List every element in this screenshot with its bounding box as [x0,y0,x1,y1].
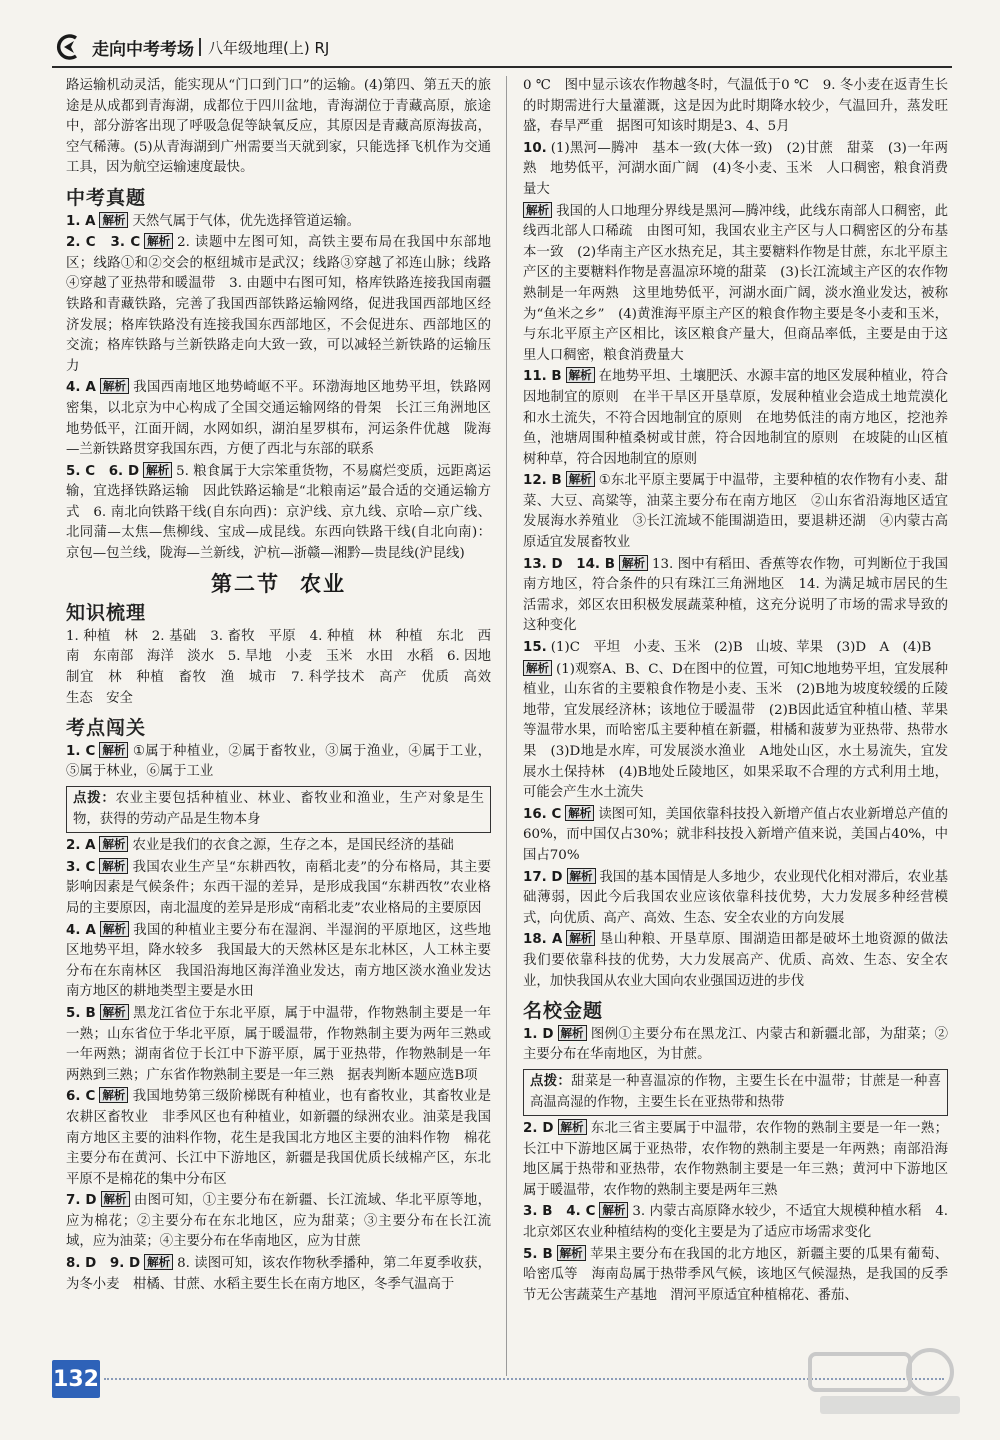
answer-item [523,638,948,659]
tip-label: 点拨： [530,1073,572,1089]
answer-number: 6. C [66,1089,96,1105]
answer-item [66,1254,491,1295]
answer-number: 1. D [523,1026,554,1042]
answer-item [523,1119,948,1201]
answer-text: (1)观察A、B、C、D在图中的位置，可知C地地势平坦，宜发展种植业，山东省的主要粮食作物是小麦、玉米 (2)B地为坡度较缓的丘陵地带，宜发展经济林；该地位于暖温带 (2)B因此适宜种植山楂、苹果等温带水果，而哈密瓜主要种植在新疆，柑橘和菠萝为亚热带、热带水果 (3)D地是水库，可发展淡水渔业 A地处山区，水土易流失，宜发展水土保持林 (4)B地处丘陵地区，如果采取不合理的方式利用土地，可能会产生水土流失 [523,661,948,801]
tip-box [523,1069,948,1116]
watermark-logo-icon [800,1342,980,1422]
analysis-tag: 解析 [558,1119,587,1135]
answer-text: 在地势平坦、土壤肥沃、水源丰富的地区发展种植业，符合因地制宜的原则 在半干旱区开垦草原，发展种植业会造成土地荒漠化和水土流失，不符合因地制宜的原则 在地势低洼的南方地区，挖池养鱼，池塘周围种植桑树或甘蔗，符合因地制宜的原则 在坡陡的山区植树种草，符合因地制宜的原则 [523,369,948,467]
answer-item [523,1202,948,1243]
column-divider [506,76,507,1376]
tip-box [66,786,491,833]
answer-text: 我国的基本国情是人多地少，农业现代化相对滞后，农业基础薄弱，因此今后我国农业应该依靠科技优势，大力发展多种经营模式，向优质、高产、高效、生态、安全农业的方向发展 [523,869,949,926]
answer-item [523,555,948,637]
kaodian-answer-list [66,836,505,1295]
analysis-tag: 解析 [566,471,595,487]
analysis-tag: 解析 [99,1087,128,1103]
analysis-tag: 解析 [557,1245,586,1261]
chapter-number: 第二节 [211,571,280,596]
analysis-tag: 解析 [565,805,594,821]
answer-number: 3. B 4. C [523,1204,596,1220]
tip-text: 农业主要包括种植业、林业、畜牧业和渔业，生产对象是生物，获得的劳动产品是生物本身 [73,791,485,827]
answer-text: (1)C 平坦 小麦、玉米 (2)B 山坡、苹果 (3)D A (4)B [550,640,932,656]
analysis-tag: 解析 [566,367,595,383]
answer-text: 东北三省主要属于中温带，农作物的熟制主要是一年一熟；长江中下游地区属于亚热带，农作物的熟制主要是一年两熟；南部沿海地区属于热带和亚热带，农作物熟制主要是一年三熟；黄河中下游地区属于暖温带，农作物的熟制主要是两年三熟 [523,1121,948,1198]
answer-number: 11. B [523,369,562,385]
analysis-tag: 解析 [523,202,552,218]
answer-item [523,367,948,470]
answer-number: 5. B [523,1246,553,1262]
analysis-tag: 解析 [567,868,596,884]
answer-text: 由图可知，①主要分布在新疆、长江流域、华北平原等地，应为棉花；②主要分布在东北地区，应为甜菜；③主要分布在长江流域，应为油菜；④主要分布在华南地区，应为甘蔗 [66,1193,491,1250]
analysis-tag: 解析 [144,1254,173,1270]
right-column [523,76,962,1307]
analysis-tag: 解析 [619,555,648,571]
answer-item [66,836,491,857]
page-header [52,30,952,64]
answer-item [66,233,491,377]
answer-number: 7. D [66,1193,97,1209]
answer-text: (1)黑河—腾冲 基本一致(大体一致) (2)甘蔗 甜菜 (3)一年两熟 地势低平，河湖水面广阔 (4)冬小麦、玉米 人口稠密，粮食消费量大 [523,140,948,197]
analysis-tag: 解析 [143,462,172,478]
answer-item [66,921,505,1003]
answer-text: ①属于种植业，②属于畜牧业，③属于渔业，④属于工业，⑤属于林业，⑥属于工业 [66,743,491,780]
left-intro: 路运输机动灵活，能实现从“门口到门口”的运输。(4)第四、第五天的旅途是从成都到青海湖，成都位于四川盆地，青海湖位于青藏高原，旅途中，部分游客出现了呼吸急促等缺氧反应，其原因是青藏高原海拔高，空气稀薄。(5)从青海湖到广州需要当天就到家，只能选择飞机作为交通工具，因为航空运输速度最快。 [66,78,491,176]
answer-explanation [523,202,948,367]
answer-item [66,378,491,460]
answer-number: 2. D [523,1121,554,1137]
answer-text: 垦山种粮、开垦草原、围湖造田都是破坏土地资源的做法 我们要依靠科技的优势，大力发展高产、优质、高效、生态、安全农业，加快我国从农业大国向农业强国迈进的步伐 [523,932,962,989]
book-title: 走向中考考场 [92,39,194,60]
answer-text: 2. 读题中左图可知，高铁主要布局在我国中东部地区；线路①和②交会的枢纽城市是武汉；线路③穿越了祁连山脉；线路④穿越了亚热带和暖温带 3. 由题中右图可知，格库铁路连接我国南疆铁路和青藏铁路，完善了我国西部铁路运输网络，促进我国西部地区经济发展；格库铁路没有连接我国东西部地区，不会促进东、西部地区的交流；格库铁路与兰新铁路走向大致一致，可以减轻兰新铁路的运输压力 [66,235,491,374]
answer-text: 苹果主要分布在我国的北方地区，新疆主要的瓜果有葡萄、哈密瓜等 海南岛属于热带季风气候，该地区气候湿热，是我国的反季节无公害蔬菜生产基地 渭河平原适宜种植棉花、番茄、 [523,1246,948,1303]
answer-text: 8. 读图可知，该农作物秋季播种，第二年夏季收获，为冬小麦 柑橘、甘蔗、水稻主要生长在南方地区，冬季气温高于 [66,1256,491,1292]
answer-number: 5. B [66,1005,96,1021]
answer-item [66,1087,491,1190]
analysis-tag: 解析 [99,858,128,874]
book-subtitle: 八年级地理(上) RJ [208,38,330,57]
section-title-kaodian: 考点闯关 [66,717,147,740]
answer-list-c [523,805,962,992]
section-title-mingxiao: 名校金题 [523,1000,604,1023]
answer-text: 13. 图中有稻田、香蕉等农作物，可判断位于我国南方地区，符合条件的只有珠江三角洲地区 14. 为满足城市居民的生活需求，郊区农田积极发展蔬菜种植，这充分说明了市场的需求导致的这种变化 [523,556,948,634]
answer-item [66,212,491,233]
chapter-title [66,571,491,596]
analysis-tag: 解析 [100,378,129,394]
right-intro: 0 ℃ 图中显示该农作物越冬时，气温低于0 ℃ 9. 冬小麦在返青生长的时期需进行大量灌溉，这是因为此时期降水较少，气温回升，蒸发旺盛，春旱严重 据图可知该时期是3、4、5月 [523,78,948,135]
answer-number: 1. A [66,213,96,229]
answer-number: 15. [523,640,547,656]
answer-item [523,139,948,201]
answer-text: 农业是我们的衣食之源，生存之本，是国民经济的基础 [132,838,454,854]
answer-number: 4. A [66,922,96,938]
header-rule [52,66,952,68]
answer-text: ①东北平原主要属于中温带，主要种植的农作物有小麦、甜菜、大豆、高粱等，油菜主要分布在南方地区 ②山东省沿海地区适宜发展海水养殖业 ③长江流域不能围湖造田，要退耕还湖 ④内蒙古高原适宜发展畜牧业 [523,473,948,551]
answer-number: 5. C 6. D [66,463,140,479]
answer-item [523,1245,948,1307]
answer-text: 读图可知，美国依靠科技投入新增产值占农业新增总产值的60%，而中国仅占30%；就非科技投入新增产值来说，美国占40%，中国占70% [523,806,949,863]
header-separator [199,38,201,56]
answer-item [66,462,491,565]
answer-item [66,742,491,783]
analysis-tag: 解析 [523,660,552,676]
answer-text: 天然气属于气体，优先选择管道运输。 [132,213,361,229]
answer-number: 4. A [66,380,96,396]
answer-item [523,930,962,992]
answer-number: 18. A [523,932,563,948]
answer-item [523,1025,948,1066]
section-title-zhongkao: 中考真题 [66,186,147,209]
answer-item [66,1191,491,1253]
answer-number: 17. D [523,869,563,885]
analysis-tag: 解析 [558,1025,587,1041]
answer-text: 3. 内蒙古高原降水较少，不适宜大规模种植水稻 4. 北京郊区农业种植结构的变化主要是为了适应市场需求变化 [523,1204,948,1241]
answer-text: 我国农业生产呈“东耕西牧，南稻北麦”的分布格局，其主要影响因素是气候条件；东西干湿的差异，是形成我国“东耕西牧”农业格局的主要原因，南北温度的差异是形成“南稻北麦”农业格局的主要原因 [66,859,491,916]
answer-list-b [523,367,948,658]
tip-text: 甜菜是一种喜温凉的作物，主要生长在中温带；甘蔗是一种喜高温高湿的作物，主要生长在亚热带和热带 [530,1073,942,1110]
analysis-tag: 解析 [599,1202,628,1218]
answer-number: 12. B [523,473,562,489]
answer-item [66,858,491,920]
answer-text: 我国的种植业主要分布在湿润、半湿润的平原地区，这些地区地势平坦，降水较多 我国最大的天然林区是东北林区，人工林主要分布在东南林区 我国沿海地区海洋渔业发达，南方地区淡水渔业发达 南方地区的耕地类型主要是水田 [66,922,505,1000]
analysis-tag: 解析 [100,921,129,937]
section-title-knowledge: 知识梳理 [66,602,147,625]
tip-label: 点拨： [73,791,116,806]
answer-list-a [523,139,948,201]
analysis-tag: 解析 [99,742,128,758]
analysis-tag: 解析 [144,233,173,249]
analysis-tag: 解析 [566,930,595,946]
left-column [66,76,505,1296]
answer-text: 5. 粮食属于大宗笨重货物，不易腐烂变质，远距离运输，宜选择铁路运输 因此铁路运输是“北粮南运”最合适的交通运输方式 6. 南北向铁路干线(自东向西)：京沪线、京九线、京哈—京广线、北同蒲—太焦—焦柳线、宝成—成昆线。东西向铁路干线(自北向南)：京包—包兰线，陇海—兰新线，沪杭—浙赣—湘黔—贵昆线(沪昆线) [66,463,492,562]
answer-explanation [523,660,948,804]
analysis-tag: 解析 [99,212,128,228]
chapter-name: 农业 [300,571,346,596]
mingxiao-answer-list [523,1119,948,1306]
answer-item [523,805,948,867]
answer-text: 我国地势第三级阶梯既有种植业，也有畜牧业，其畜牧业是农耕区畜牧业 非季风区也有种植业，如新疆的绿洲农业。油菜是我国南方地区主要的油料作物，花生是我国北方地区主要的油料作物 棉花主要分布在黄河、长江中下游地区，新疆是我国优质长绒棉产区，东北平原不是棉花的集中分布区 [66,1089,491,1187]
answer-number: 2. C 3. C [66,235,141,251]
knowledge-answers: 1. 种植 林 2. 基础 3. 畜牧 平原 4. 种植 林 种植 东北 西南 东南部 海洋 淡水 5. 旱地 小麦 玉米 水田 水稻 6. 因地制宜 林 种植 畜牧 渔 城市 7. 科学技术 高产 优质 高效 生态 安全 [66,628,505,706]
analysis-tag: 解析 [101,1191,130,1207]
answer-item [66,1004,491,1086]
answer-text: 我国西南地区地势崎岖不平。环渤海地区地势平坦，铁路网密集，以北京为中心构成了全国交通运输网络的骨架 长江三角洲地区地势低平，江面开阔，水网如织，湖泊星罗棋布，河运条件优越 陇海—兰新铁路贯穿我国东西，方便了西北与东部的联系 [66,380,492,458]
answer-number: 1. C [66,743,96,759]
answer-text: 图例①主要分布在黑龙江、内蒙古和新疆北部，为甜菜；②主要分布在华南地区，为甘蔗。 [523,1026,948,1063]
answer-text: 黑龙江省位于东北平原，属于中温带，作物熟制主要是一年一熟；山东省位于华北平原，属于暖温带，作物熟制主要为两年三熟或一年两熟；湖南省位于长江中下游平原，属于亚热带，作物熟制是一年两熟到三熟；广东省作物熟制主要是一年三熟 据表判断本题应选B项 [66,1005,491,1083]
answer-number: 13. D 14. B [523,556,616,572]
answer-number: 10. [523,140,547,156]
analysis-tag: 解析 [99,836,128,852]
analysis-tag: 解析 [100,1004,129,1020]
zhongkao-answer-list [66,212,491,565]
answer-number: 2. A [66,838,96,854]
page-number: 132 [52,1360,100,1398]
answer-item [523,868,948,930]
book-logo-icon [52,32,86,62]
answer-number: 8. D 9. D [66,1256,141,1272]
answer-text: 我国的人口地理分界线是黑河—腾冲线，此线东南部人口稠密，此线西北部人口稀疏 由图可知，我国农业主产区与人口稠密区的分布基本一致 (2)华南主产区水热充足，其主要糖料作物是甘蔗，东北平原主产区的主要糖料作物是喜温凉环境的甜菜 (3)长江流域主产区的农作物熟制是一年两熟 这里地势低平，河湖水面广阔，淡水渔业发达，被称为“鱼米之乡” (4)黄淮海平原主产区的粮食作物主要是冬小麦和玉米，与东北平原主产区相比，该区粮食产量大，但商品率低，主要是由于这里人口稠密，粮食消费量大 [523,203,948,363]
answer-number: 3. C [66,859,96,875]
answer-item [523,471,948,553]
answer-number: 16. C [523,806,562,822]
